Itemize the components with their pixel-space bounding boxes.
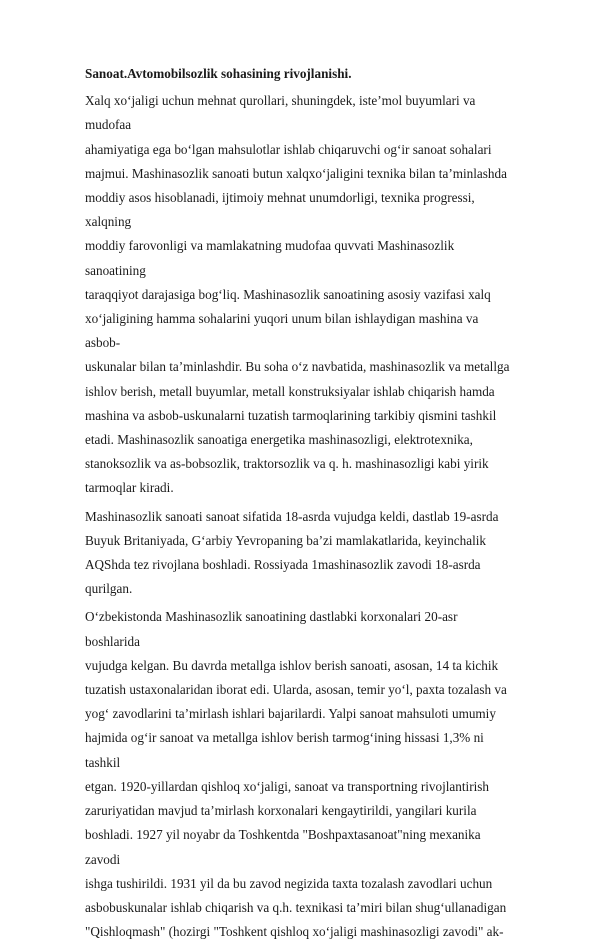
paragraph-line: asbobuskunalar ishlab chiqarish va q.h. texnikasi ta’miri bilan shug‘ullanadigan <box>85 899 507 915</box>
paragraph-line: yog‘ zavodlarini ta’mirlash ishlari bajarilardi. Yalpi sanoat mahsuloti umumiy <box>85 706 496 722</box>
paragraph-line: mashina va asbob-uskunalarni tuzatish tarmoqlarining tarkibiy qismini tashkil <box>85 407 497 423</box>
document-page <box>85 62 515 948</box>
paragraph-line: hajmida og‘ir sanoat va metallga ishlov berish tarmog‘ining hissasi 1,3% ni tashkil <box>85 730 484 770</box>
paragraph-line: Xalq xo‘jaligi uchun mehnat qurollari, shuningdek, iste’mol buyumlari va mudofaa <box>85 93 476 133</box>
paragraph-line: zaruriyatidan mavjud ta’mirlash korxonalari kengaytirildi, yangilari kurila <box>85 803 477 819</box>
paragraph-line: ishga tushirildi. 1931 yil da bu zavod negizida taxta tozalash zavodlari uchun <box>85 875 493 891</box>
paragraph <box>85 605 515 944</box>
paragraph-line: Buyuk Britaniyada, G‘arbiy Yevropaning ba’zi mamlakatlarida, keyinchalik <box>85 532 487 548</box>
paragraph-line: stanoksozlik va as-bobsozlik, traktorsozlik va q. h. mashinasozligi kabi yirik <box>85 456 489 472</box>
paragraph-line: etgan. 1920-yillardan qishloq xo‘jaligi, sanoat va transportning rivojlantirish <box>85 778 489 794</box>
paragraph-line: ahamiyatiga ega bo‘lgan mahsulotlar ishlab chiqaruvchi og‘ir sanoat sohalari <box>85 141 492 157</box>
paragraph-line: AQShda tez rivojlana boshladi. Rossiyada 1mashinasozlik zavodi 18-asrda <box>85 557 481 573</box>
paragraph-line: tarmoqlar kiradi. <box>85 480 174 496</box>
paragraph <box>85 89 515 500</box>
paragraph-line: O‘zbekistonda Mashinasozlik sanoatining dastlabki korxonalari 20-asr boshlarida <box>85 609 458 649</box>
paragraph-line: moddiy farovonligi va mamlakatning mudofaa quvvati Mashinasozlik sanoatining <box>85 238 455 278</box>
paragraph-line: qurilgan. <box>85 581 133 597</box>
paragraph-line: boshladi. 1927 yil noyabr da Toshkentda "Boshpaxtasanoat"ning mexanika zavodi <box>85 827 481 867</box>
paragraph-line: taraqqiyot darajasiga bog‘liq. Mashinasozlik sanoatining asosiy vazifasi xalq <box>85 286 491 302</box>
paragraph-line: uskunalar bilan ta’minlashdir. Bu soha o‘z navbatida, mashinasozlik va metallga <box>85 359 510 375</box>
paragraph-line: xo‘jaligining hamma sohalarini yuqori unum bilan ishlaydigan mashina va asbob- <box>85 311 479 351</box>
paragraph-line: tuzatish ustaxonalaridan iborat edi. Ularda, asosan, temir yo‘l, paxta tozalash va <box>85 682 507 698</box>
paragraph-line: Mashinasozlik sanoati sanoat sifatida 18-asrda vujudga keldi, dastlab 19-asrda <box>85 508 499 524</box>
paragraph <box>85 505 515 602</box>
paragraph-line: vujudga kelgan. Bu davrda metallga ishlov berish sanoati, asosan, 14 ta kichik <box>85 657 499 673</box>
paragraph-line: etadi. Mashinasozlik sanoatiga energetika mashinasozligi, elektrotexnika, <box>85 432 473 448</box>
paragraph-line: majmui. Mashinasozlik sanoati butun xalqxo‘jaligini texnika bilan ta’minlashda <box>85 165 507 181</box>
paragraph-line: moddiy asos hisoblanadi, ijtimoiy mehnat unumdorligi, texnika progressi, xalqning <box>85 190 475 230</box>
document-body <box>85 89 515 944</box>
paragraph-line: "Qishloqmash" (hozirgi "Toshkent qishloq xo‘jaligi mashinasozligi zavodi" ak- <box>85 924 504 940</box>
document-title: Sanoat.Avtomobilsozlik sohasining rivojlanishi. <box>85 66 352 81</box>
paragraph-line: ishlov berish, metall buyumlar, metall konstruksiyalar ishlab chiqarish hamda <box>85 383 495 399</box>
